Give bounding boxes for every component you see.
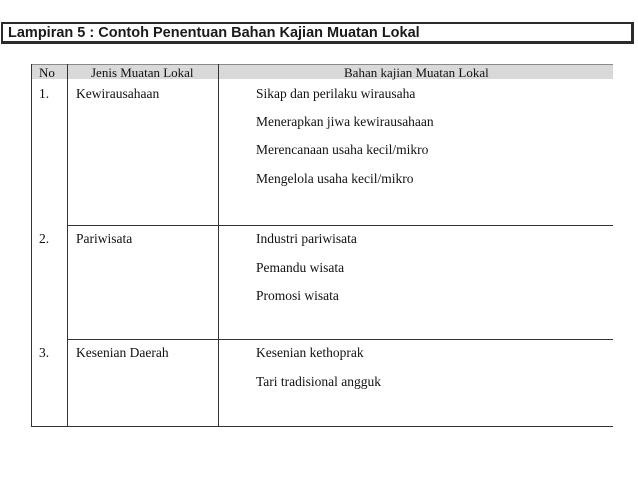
header-no: No — [39, 65, 55, 80]
header-bahan: Bahan kajian Muatan Lokal — [344, 65, 489, 80]
row-3-bahan-2: Tari tradisional angguk — [256, 374, 382, 389]
row-separator-1 — [67, 225, 613, 226]
row-1-jenis: Kewirausahaan — [76, 86, 160, 101]
table-divider-no — [67, 64, 68, 427]
row-2-no: 2. — [39, 231, 50, 246]
muatan-lokal-table — [31, 64, 613, 427]
table-border-left — [31, 64, 32, 427]
header-jenis: Jenis Muatan Lokal — [91, 65, 194, 80]
table-border-bottom — [31, 426, 613, 427]
row-1-bahan-2: Menerapkan jiwa kewirausahaan — [256, 114, 434, 129]
row-1-bahan-1: Sikap dan perilaku wirausaha — [256, 86, 416, 101]
row-2-jenis: Pariwisata — [76, 231, 133, 246]
row-1-bahan-3: Merencanaan usaha kecil/mikro — [256, 142, 429, 157]
row-3-jenis: Kesenian Daerah — [76, 345, 169, 360]
row-separator-2 — [67, 339, 613, 340]
row-3-bahan-1: Kesenian kethoprak — [256, 345, 364, 360]
row-1-bahan-4: Mengelola usaha kecil/mikro — [256, 171, 414, 186]
row-2-bahan-2: Pemandu wisata — [256, 260, 345, 275]
row-3-no: 3. — [39, 345, 50, 360]
table-header — [31, 64, 613, 79]
title-banner — [1, 22, 634, 44]
row-2-bahan-1: Industri pariwisata — [256, 231, 357, 246]
row-1-no: 1. — [39, 86, 50, 101]
page-title: Lampiran 5 : Contoh Penentuan Bahan Kajian Muatan Lokal — [8, 25, 420, 41]
row-2-bahan-3: Promosi wisata — [256, 288, 339, 303]
table-divider-jenis — [218, 64, 219, 427]
